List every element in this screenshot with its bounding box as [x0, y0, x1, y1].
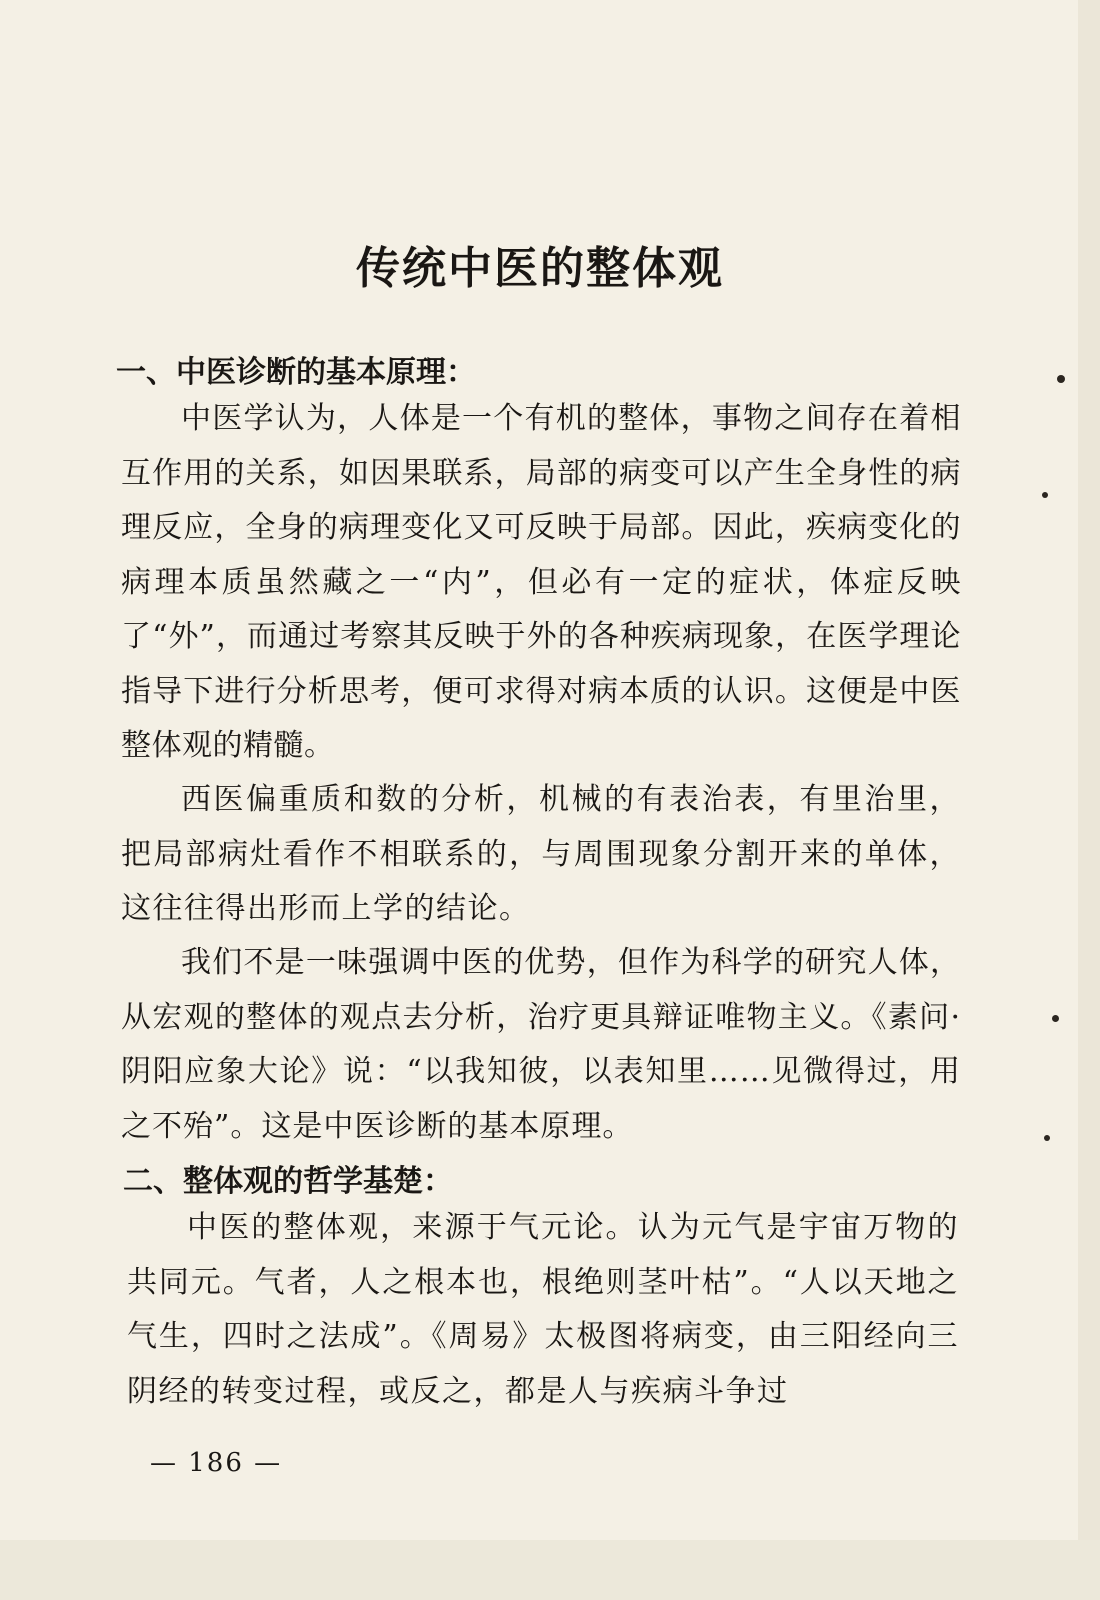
- scan-edge-bottom: [0, 1540, 1100, 1600]
- section-heading-2: 二、整体观的哲学基楚：: [123, 1164, 453, 1199]
- paragraph: 西医偏重质和数的分析，机械的有表治表，有里治里，把局部病灶看作不相联系的，与周围现象分割开来的单体，这往往得出形而上学的结论。: [121, 782, 961, 926]
- scan-speck: [1057, 375, 1065, 383]
- scan-speck: [1052, 1015, 1059, 1022]
- section-heading-1: 一、中医诊断的基本原理：: [116, 355, 476, 390]
- scan-edge: [1078, 0, 1100, 1600]
- page-number: — 186 —: [150, 1448, 283, 1478]
- page-title: 传统中医的整体观: [356, 243, 724, 294]
- scan-speck: [1044, 1135, 1050, 1141]
- paragraph: 我们不是一味强调中医的优势，但作为科学的研究人体，从宏观的整体的观点去分析，治疗更具辩证唯物主义。《素问·阴阳应象大论》说：“以我知彼，以表知里……见微得过，用之不殆”。这是中医诊断的基本原理。: [121, 945, 961, 1144]
- scan-speck: [1042, 492, 1048, 498]
- paragraph: 中医的整体观，来源于气元论。认为元气是宇宙万物的共同元。气者，人之根本也，根绝则茎叶枯”。“人以天地之气生，四时之法成”。《周易》太极图将病变，由三阳经向三阴经的转变过程，或反之，都是人与疾病斗争过: [127, 1210, 959, 1409]
- paragraph: 中医学认为，人体是一个有机的整体，事物之间存在着相互作用的关系，如因果联系，局部的病变可以产生全身性的病理反应，全身的病理变化又可反映于局部。因此，疾病变化的病理本质虽然藏之一“内”，但必有一定的症状，体症反映了“外”，而通过考察其反映于外的各种疾病现象，在医学理论指导下进行分析思考，便可求得对病本质的认识。这便是中医整体观的精髓。: [121, 401, 961, 763]
